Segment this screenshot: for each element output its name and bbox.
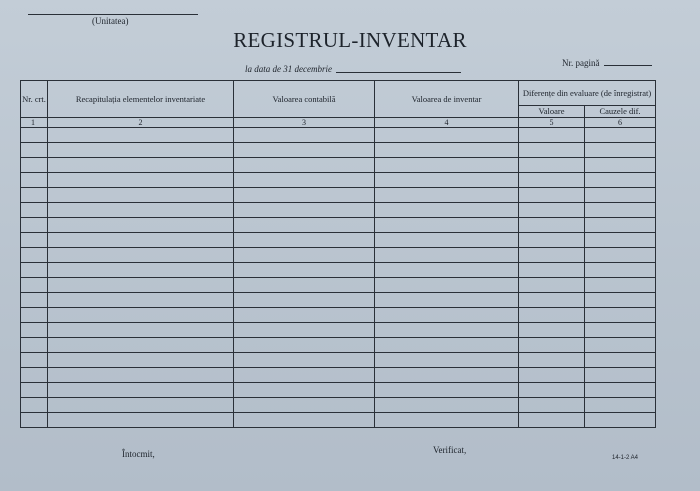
- col-inventory-value-header: Valoarea de inventar: [375, 81, 519, 118]
- table-cell[interactable]: [234, 338, 375, 353]
- table-cell[interactable]: [375, 233, 519, 248]
- table-cell[interactable]: [234, 308, 375, 323]
- table-cell[interactable]: [585, 263, 656, 278]
- table-cell[interactable]: [21, 143, 48, 158]
- col-recap-header: Recapitulația elementelor inventariate: [48, 81, 234, 118]
- table-cell[interactable]: [585, 278, 656, 293]
- table-cell[interactable]: [48, 293, 234, 308]
- table-cell[interactable]: [585, 128, 656, 143]
- table-cell[interactable]: [21, 293, 48, 308]
- table-cell[interactable]: [519, 158, 585, 173]
- table-cell[interactable]: [519, 308, 585, 323]
- table-cell[interactable]: [234, 233, 375, 248]
- table-cell[interactable]: [585, 323, 656, 338]
- table-cell[interactable]: [234, 278, 375, 293]
- table-cell[interactable]: [48, 233, 234, 248]
- table-cell[interactable]: [234, 353, 375, 368]
- table-row: [21, 323, 656, 338]
- table-cell[interactable]: [585, 173, 656, 188]
- table-cell[interactable]: [48, 248, 234, 263]
- table-cell[interactable]: [585, 233, 656, 248]
- table-cell[interactable]: [519, 413, 585, 428]
- table-cell[interactable]: [234, 368, 375, 383]
- table-cell[interactable]: [375, 368, 519, 383]
- table-row: [21, 233, 656, 248]
- table-cell[interactable]: [585, 143, 656, 158]
- table-cell[interactable]: [585, 188, 656, 203]
- table-row: [21, 308, 656, 323]
- table-cell[interactable]: [375, 293, 519, 308]
- table-cell[interactable]: [519, 383, 585, 398]
- col-number: 3: [234, 118, 375, 128]
- table-cell[interactable]: [585, 398, 656, 413]
- table-cell[interactable]: [48, 368, 234, 383]
- date-label: la data de 31 decembrie: [245, 64, 332, 74]
- table-row: [21, 413, 656, 428]
- table-cell[interactable]: [519, 203, 585, 218]
- page-number-field: [562, 58, 652, 68]
- table-cell[interactable]: [375, 263, 519, 278]
- table-cell[interactable]: [21, 128, 48, 143]
- table-cell[interactable]: [375, 398, 519, 413]
- table-cell[interactable]: [48, 308, 234, 323]
- col-book-value-header: Valoarea contabilă: [234, 81, 375, 118]
- table-cell[interactable]: [585, 353, 656, 368]
- table-cell[interactable]: [375, 278, 519, 293]
- table-cell[interactable]: [234, 413, 375, 428]
- table-cell[interactable]: [21, 233, 48, 248]
- table-cell[interactable]: [519, 128, 585, 143]
- table-cell[interactable]: [234, 248, 375, 263]
- col-diff-header: Diferențe din evaluare (de înregistrat): [519, 81, 656, 106]
- table-cell[interactable]: [21, 323, 48, 338]
- table-row: [21, 293, 656, 308]
- table-cell[interactable]: [585, 413, 656, 428]
- table-cell[interactable]: [48, 353, 234, 368]
- table-cell[interactable]: [21, 188, 48, 203]
- table-cell[interactable]: [375, 188, 519, 203]
- date-line: [245, 64, 461, 74]
- table-cell[interactable]: [585, 308, 656, 323]
- table-cell[interactable]: [234, 158, 375, 173]
- table-cell[interactable]: [234, 203, 375, 218]
- table-cell[interactable]: [21, 383, 48, 398]
- table-cell[interactable]: [585, 383, 656, 398]
- table-cell[interactable]: [48, 263, 234, 278]
- table-cell[interactable]: [234, 173, 375, 188]
- page-number-blank: [604, 65, 652, 66]
- table-row: [21, 158, 656, 173]
- table-cell[interactable]: [375, 323, 519, 338]
- table-row: [21, 278, 656, 293]
- prepared-by-label: Întocmit,: [122, 449, 155, 459]
- table-cell[interactable]: [585, 368, 656, 383]
- table-cell[interactable]: [234, 188, 375, 203]
- table-cell[interactable]: [21, 413, 48, 428]
- col-nr-header: Nr. crt.: [21, 81, 48, 118]
- table-cell[interactable]: [519, 248, 585, 263]
- table-cell[interactable]: [585, 293, 656, 308]
- table-cell[interactable]: [48, 188, 234, 203]
- table-cell[interactable]: [48, 323, 234, 338]
- table-row: [21, 143, 656, 158]
- table-row: [21, 218, 656, 233]
- col-number: 1: [21, 118, 48, 128]
- table-cell[interactable]: [519, 398, 585, 413]
- table-cell[interactable]: [48, 143, 234, 158]
- table-cell[interactable]: [21, 248, 48, 263]
- table-cell[interactable]: [519, 263, 585, 278]
- table-cell[interactable]: [585, 338, 656, 353]
- table-cell[interactable]: [48, 383, 234, 398]
- table-row: [21, 398, 656, 413]
- table-cell[interactable]: [585, 218, 656, 233]
- table-cell[interactable]: [519, 278, 585, 293]
- table-cell[interactable]: [21, 218, 48, 233]
- table-cell[interactable]: [48, 413, 234, 428]
- table-cell[interactable]: [21, 263, 48, 278]
- col-number: 2: [48, 118, 234, 128]
- col-number: 4: [375, 118, 519, 128]
- table-row: [21, 263, 656, 278]
- table-row: [21, 188, 656, 203]
- table-cell[interactable]: [21, 158, 48, 173]
- table-cell[interactable]: [21, 353, 48, 368]
- table-row: [21, 338, 656, 353]
- page-number-label: Nr. pagină: [562, 58, 600, 68]
- table-cell[interactable]: [48, 218, 234, 233]
- col-number: 6: [585, 118, 656, 128]
- table-cell[interactable]: [21, 338, 48, 353]
- table-cell[interactable]: [21, 398, 48, 413]
- table-cell[interactable]: [375, 218, 519, 233]
- table-row: [21, 353, 656, 368]
- table-cell[interactable]: [234, 383, 375, 398]
- table-cell[interactable]: [48, 203, 234, 218]
- table-cell[interactable]: [519, 353, 585, 368]
- table-cell[interactable]: [48, 173, 234, 188]
- table-cell[interactable]: [234, 293, 375, 308]
- table-cell[interactable]: [21, 203, 48, 218]
- page-title: REGISTRUL-INVENTAR: [233, 28, 467, 52]
- table-cell[interactable]: [375, 338, 519, 353]
- register-body: [21, 128, 656, 428]
- table-cell[interactable]: [375, 308, 519, 323]
- table-cell[interactable]: [48, 158, 234, 173]
- table-cell[interactable]: [519, 323, 585, 338]
- table-cell[interactable]: [375, 173, 519, 188]
- checked-by-label: Verificat,: [433, 445, 467, 455]
- table-cell[interactable]: [519, 293, 585, 308]
- column-number-row: [21, 118, 656, 128]
- table-cell[interactable]: [519, 218, 585, 233]
- table-cell[interactable]: [48, 128, 234, 143]
- table-cell[interactable]: [234, 398, 375, 413]
- table-cell[interactable]: [375, 383, 519, 398]
- table-cell[interactable]: [585, 158, 656, 173]
- unit-label: (Unitatea): [92, 16, 129, 26]
- table-cell[interactable]: [519, 173, 585, 188]
- table-cell[interactable]: [375, 158, 519, 173]
- date-blank: [336, 72, 461, 73]
- table-cell[interactable]: [519, 143, 585, 158]
- table-row: [21, 203, 656, 218]
- table-cell[interactable]: [48, 398, 234, 413]
- table-cell[interactable]: [234, 143, 375, 158]
- table-cell[interactable]: [234, 263, 375, 278]
- table-row: [21, 173, 656, 188]
- table-cell[interactable]: [375, 353, 519, 368]
- table-cell[interactable]: [234, 323, 375, 338]
- register-table: [20, 80, 656, 428]
- table-row: [21, 128, 656, 143]
- col-number: 5: [519, 118, 585, 128]
- table-row: [21, 248, 656, 263]
- col-value-header: Valoare: [519, 106, 585, 118]
- table-cell[interactable]: [234, 128, 375, 143]
- table-cell[interactable]: [21, 278, 48, 293]
- form-code: 14-1-2 A4: [612, 455, 639, 461]
- table-cell[interactable]: [375, 413, 519, 428]
- header-row: [21, 81, 656, 106]
- table-cell[interactable]: [375, 143, 519, 158]
- table-cell[interactable]: [519, 338, 585, 353]
- table-row: [21, 368, 656, 383]
- table-cell[interactable]: [234, 218, 375, 233]
- unit-underline: [28, 14, 198, 15]
- table-cell[interactable]: [375, 203, 519, 218]
- table-cell[interactable]: [21, 173, 48, 188]
- table-cell[interactable]: [585, 248, 656, 263]
- table-cell[interactable]: [585, 203, 656, 218]
- col-causes-header: Cauzele dif.: [585, 106, 656, 118]
- table-cell[interactable]: [21, 368, 48, 383]
- table-cell[interactable]: [375, 248, 519, 263]
- table-cell[interactable]: [375, 128, 519, 143]
- table-row: [21, 383, 656, 398]
- table-cell[interactable]: [519, 233, 585, 248]
- table-cell[interactable]: [519, 368, 585, 383]
- table-cell[interactable]: [21, 308, 48, 323]
- table-cell[interactable]: [48, 338, 234, 353]
- table-cell[interactable]: [519, 188, 585, 203]
- table-cell[interactable]: [48, 278, 234, 293]
